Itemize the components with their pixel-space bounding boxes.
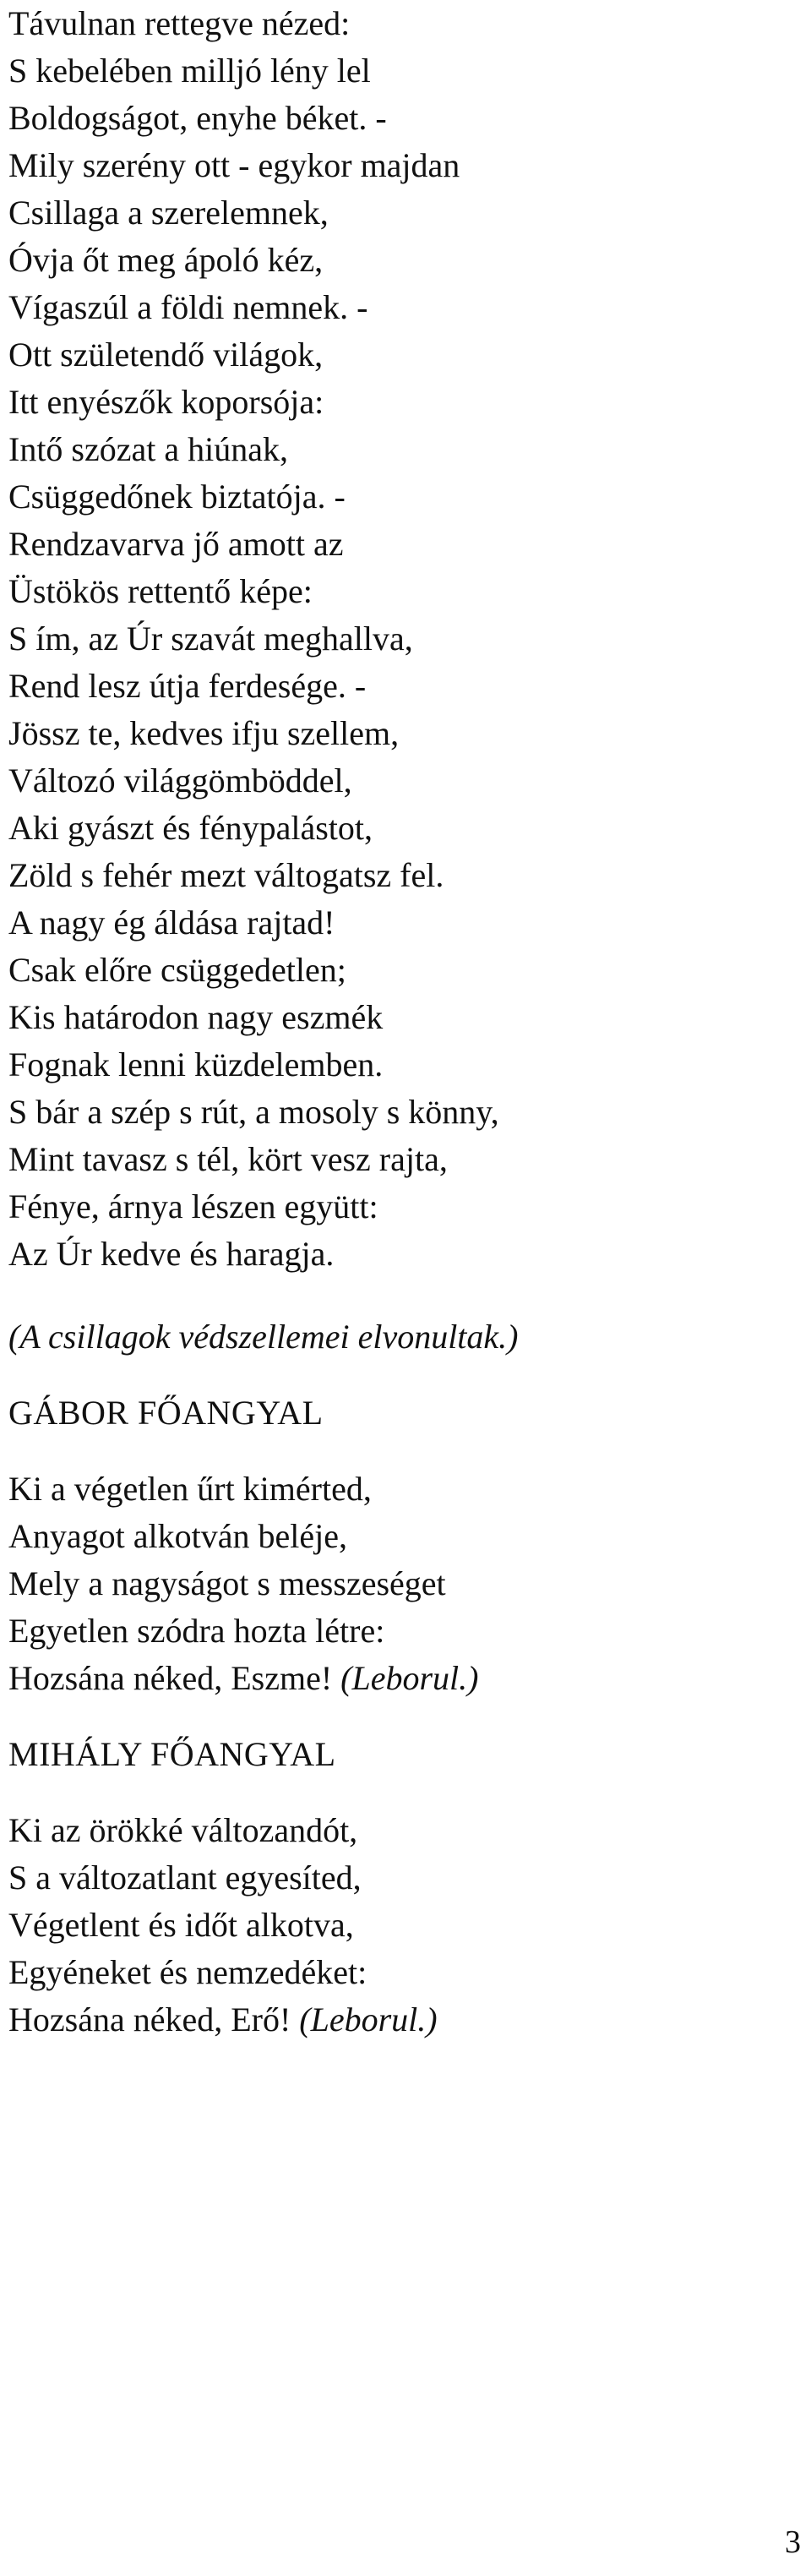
verse-line: Ki a végetlen űrt kimérted, [8,1470,372,1508]
verse-line: Ott születendő világok, [8,336,324,374]
verse-line: Fognak lenni küzdelemben. [8,1045,384,1083]
verse-line: S a változatlant egyesíted, [8,1858,362,1897]
spacer [8,1778,786,1807]
verse-line: S ím, az Úr szavát meghallva, [8,619,413,658]
verse-line: Jössz te, kedves ifju szellem, [8,714,400,752]
verse-line: Végetlent és időt alkotva, [8,1906,354,1944]
verse-line: Távulnan rettegve nézed: [8,4,351,42]
verse-text: Hozsána néked, Erő! [8,2000,291,2038]
verse-line: Ki az örökké változandót, [8,1811,358,1849]
verse-line: Csillaga a szerelemnek, [8,194,329,232]
verse-line: Mint tavasz s tél, kört vesz rajta, [8,1140,448,1178]
verse-line: Anyagot alkotván beléje, [8,1517,347,1555]
stanza-opening [8,0,786,1278]
spacer [8,1361,786,1389]
verse-line: Rendzavarva jő amott az [8,525,344,563]
speaker-heading-mihaly: MIHÁLY FŐANGYAL [8,1735,336,1773]
verse-line: S kebelében milljó lény lel [8,52,371,90]
verse-line: Üstökös rettentő képe: [8,572,313,610]
stanza-gabor [8,1465,786,1702]
verse-line: Aki gyászt és fénypalástot, [8,809,373,847]
spacer [8,1278,786,1313]
spacer [8,1437,786,1465]
verse-line: Itt enyészők koporsója: [8,383,324,421]
verse-line: Csüggedőnek biztatója. - [8,478,346,516]
speaker-heading-gabor: GÁBOR FŐANGYAL [8,1394,324,1432]
verse-line: S bár a szép s rút, a mosoly s könny, [8,1093,499,1131]
verse-line: Rend lesz útja ferdesége. - [8,667,367,705]
verse-line: Óvja őt meg ápoló kéz, [8,241,324,279]
verse-line: Mely a nagyságot s messzeséget [8,1564,446,1602]
poem-text [8,0,786,2044]
verse-line-final [8,1655,786,1702]
verse-line-final [8,1996,786,2044]
verse-line: A nagy ég áldása rajtad! [8,903,335,941]
verse-line: Kis határodon nagy eszmék [8,998,384,1036]
verse-text: Hozsána néked, Eszme! [8,1659,333,1697]
verse-line: Csak előre csüggedetlen; [8,951,346,989]
verse-line: Az Úr kedve és haragja. [8,1235,335,1273]
stage-direction: (Leborul.) [340,1659,479,1697]
verse-line: Intő szózat a hiúnak, [8,430,288,468]
verse-line: Változó világgömböddel, [8,761,352,800]
page-number: 3 [785,2524,801,2560]
stage-direction: (Leborul.) [299,2000,438,2038]
verse-line: Mily szerény ott - egykor majdan [8,146,460,184]
spacer [8,1702,786,1731]
stanza-mihaly [8,1807,786,2044]
verse-line: Egyéneket és nemzedéket: [8,1953,367,1991]
verse-line: Fénye, árnya lészen együtt: [8,1187,378,1225]
verse-line: Egyetlen szódra hozta létre: [8,1612,385,1650]
verse-line: Vígaszúl a földi nemnek. - [8,288,368,326]
verse-line: Zöld s fehér mezt váltogatsz fel. [8,856,444,894]
verse-line: Boldogságot, enyhe béket. - [8,99,387,137]
stage-direction: (A csillagok védszellemei elvonultak.) [8,1318,519,1356]
